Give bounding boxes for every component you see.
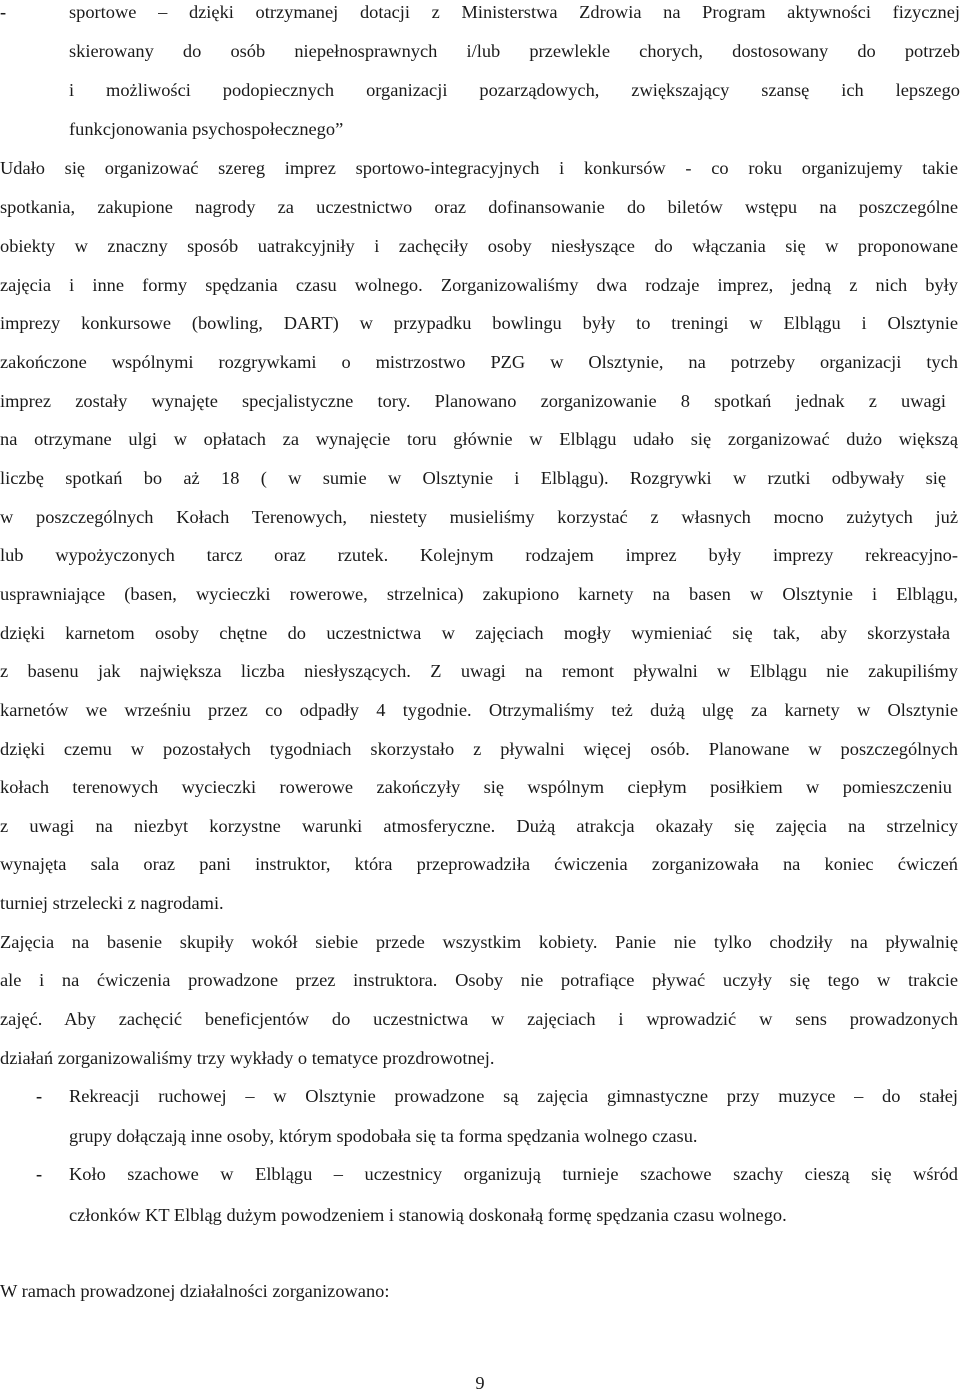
- text-line: usprawniające (basen, wycieczki rowerowe, strzelnica) zakupiono karnety na basen w Olsztynie i Elblągu,: [0, 584, 958, 604]
- text-line: z uwagi na niezbyt korzystne warunki atmosferyczne. Dużą atrakcja okazały się zajęcia na strzelnicy: [0, 816, 958, 836]
- text-line: liczbę spotkań bo aż 18 ( w sumie w Olsztynie i Elblągu). Rozgrywki w rzutki odbywały się: [0, 468, 946, 488]
- text-line: turniej strzelecki z nagrodami.: [0, 893, 224, 913]
- text-line: Zajęcia na basenie skupiły wokół siebie przede wszystkim kobiety. Panie nie tylko chodziły na pływalnię: [0, 932, 958, 952]
- text-line: lub wypożyczonych tarcz oraz rzutek. Kolejnym rodzajem imprez były imprezy rekreacyjno-: [0, 545, 958, 565]
- text-line: Udało się organizować szereg imprez sportowo-integracyjnych i konkursów - co roku organizujemy takie: [0, 158, 958, 178]
- text-line: skierowany do osób niepełnosprawnych i/lub przewlekle chorych, dostosowany do potrzeb: [69, 41, 960, 61]
- text-line: dzięki czemu w pozostałych tygodniach skorzystało z pływalni więcej osób. Planowane w poszczególnych: [0, 739, 958, 759]
- text-line: imprezy konkursowe (bowling, DART) w przypadku bowlingu były to treningi w Elblągu i Olsztynie: [0, 313, 958, 333]
- closing-sentence: W ramach prowadzonej działalności zorganizowano:: [0, 1281, 390, 1301]
- text-line: zajęcia i inne formy spędzania czasu wolnego. Zorganizowaliśmy dwa rodzaje imprez, jedną z nich były: [0, 275, 958, 295]
- text-line: zakończone wspólnymi rozgrywkami o mistrzostwo PZG w Olsztynie, na potrzeby organizacji tych: [0, 352, 958, 372]
- page-number: 9: [475, 1373, 485, 1393]
- text-line: Koło szachowe w Elblągu – uczestnicy organizują turnieje szachowe szachy cieszą się wśród: [69, 1164, 958, 1184]
- document-page: - sportowe – dzięki otrzymanej dotacji z Ministerstwa Zdrowia na Program aktywności fizycznej skierowany do osób niepełnosprawnych i/lub przewlekle chorych, dostosowany do potrzeb i możliwości podopiecznych organizacji pozarządowych, zwiększający szansę ich lepszego funkcjonowania psychospołecznego” Udało się organizować szereg imprez sportowo-integracyjnych i konkursów - co roku organizujemy takie spotkania, zakupione nagrody za uczestnictwo oraz dofinansowanie do biletów wstępu na poszczególne obiekty w znaczny sposób uatrakcyjniły i zachęciły osoby niesłyszące do włączania się w proponowane zajęcia i inne formy spędzania czasu wolnego. Zorganizowaliśmy dwa rodzaje imprez, jedną z nich były imprezy konkursowe (bowling, DART) w przypadku bowlingu były to treningi w Elblągu i Olsztynie zakończone wspólnymi rozgrywkami o mistrzostwo PZG w Olsztynie, na potrzeby organizacji tych imprez zostały wynajęte specjalistyczne tory. Planowano zorganizowanie 8 spotkań jednak z uwagi na otrzymane ulgi w opłatach za wynajęcie toru głównie w Elblągu udało się zorganizować dużo większą liczbę spotkań bo aż 18 ( w sumie w Olsztynie i Elblągu). Rozgrywki w rzutki odbywały się w poszczególnych Kołach Terenowych, niestety musieliśmy korzystać z własnych mocno zużytych już lub wypożyczonych tarcz oraz rzutek. Kolejnym rodzajem imprez były imprezy rekreacyjno- usprawniające (basen, wycieczki rowerowe, strzelnica) zakupiono karnety na basen w Olsztynie i Elblągu, dzięki karnetom osoby chętne do uczestnictwa w zajęciach mogły wymieniać się tak, aby skorzystała z basenu jak największa liczba niesłyszących. Z uwagi na remont pływalni w Elblągu nie zakupiliśmy karnetów we wrześniu przez co odpadły 4 tygodnie. Otrzymaliśmy też dużą ulgę za karnety w Olsztynie dzięki czemu w pozostałych tygodniach skorzystało z pływalni więcej osób. Planowane w poszczególnych kołach terenowych wycieczki rowerowe zakończyły się wspólnym ciepłym posiłkiem w pomieszczeniu z uwagi na niezbyt korzystne warunki atmosferyczne. Dużą atrakcja okazały się zajęcia na strzelnicy wynajęta sala oraz pani instruktor, która przeprowadziła ćwiczenia zorganizowała na koniec ćwiczeń turniej strzelecki z nagrodami. Zajęcia na basenie skupiły wokół siebie przede wszystkim kobiety. Panie nie tylko chodziły na pływalnię ale i na ćwiczenia prowadzone przez instruktora. Osoby nie potrafiące pływać uczyły się tego w trakcie zajęć. Aby zachęcić beneficjentów do uczestnictwa w zajęciach i wprowadzić w sens prowadzonych działań zorganizowaliśmy trzy wykłady o tematyce prozdrowotnej. - Rekreacji ruchowej – w Olsztynie prowadzone są zajęcia gimnastyczne przy muzyce – do stałej grupy dołączają inne osoby, którym spodobała się ta forma spędzania wolnego czasu. - Koło szachowe w Elblągu – uczestnicy organizują turnieje szachowe szachy cieszą się wśród członków KT Elbląg dużym powodzeniem i stanowią doskonałą formę spędzania czasu wolnego. W ramach prowadzonej działalności zorganizowano: 9: [0, 2, 960, 1393]
- text-line: Rekreacji ruchowej – w Olsztynie prowadzone są zajęcia gimnastyczne przy muzyce – do stałej: [69, 1086, 958, 1106]
- text-line: imprez zostały wynajęte specjalistyczne tory. Planowano zorganizowanie 8 spotkań jednak z uwagi: [0, 391, 946, 411]
- text-line: dzięki karnetom osoby chętne do uczestnictwa w zajęciach mogły wymieniać się tak, aby skorzystała: [0, 623, 950, 643]
- text-line: członków KT Elbląg dużym powodzeniem i stanowią doskonałą formę spędzania czasu wolnego.: [69, 1205, 787, 1225]
- text-line: kołach terenowych wycieczki rowerowe zakończyły się wspólnym ciepłym posiłkiem w pomieszczeniu: [0, 777, 952, 797]
- text-line: grupy dołączają inne osoby, którym spodobała się ta forma spędzania wolnego czasu.: [69, 1126, 698, 1146]
- text-line: z basenu jak największa liczba niesłyszących. Z uwagi na remont pływalni w Elblągu nie zakupiliśmy: [0, 661, 958, 681]
- text-line: funkcjonowania psychospołecznego”: [69, 119, 344, 139]
- text-line: wynajęta sala oraz pani instruktor, która przeprowadziła ćwiczenia zorganizowała na koniec ćwiczeń: [0, 854, 958, 874]
- text-line: na otrzymane ulgi w opłatach za wynajęcie toru głównie w Elblągu udało się zorganizować dużo większą: [0, 429, 958, 449]
- text-line: w poszczególnych Kołach Terenowych, niestety musieliśmy korzystać z własnych mocno zużytych już: [0, 507, 958, 527]
- text-line: działań zorganizowaliśmy trzy wykłady o tematyce prozdrowotnej.: [0, 1048, 495, 1068]
- text-line: zajęć. Aby zachęcić beneficjentów do uczestnictwa w zajęciach i wprowadzić w sens prowadzonych: [0, 1009, 958, 1029]
- text-line: spotkania, zakupione nagrody za uczestnictwo oraz dofinansowanie do biletów wstępu na poszczególne: [0, 197, 958, 217]
- text-line: karnetów we wrześniu przez co odpadły 4 tygodnie. Otrzymaliśmy też dużą ulgę za karnety w Olsztynie: [0, 700, 958, 720]
- text-line: obiekty w znaczny sposób uatrakcyjniły i zachęciły osoby niesłyszące do włączania się w proponowane: [0, 236, 958, 256]
- text-line: sportowe – dzięki otrzymanej dotacji z Ministerstwa Zdrowia na Program aktywności fizycznej: [69, 2, 960, 22]
- text-line: ale i na ćwiczenia prowadzone przez instruktora. Osoby nie potrafiące pływać uczyły się tego w trakcie: [0, 970, 958, 990]
- text-line: i możliwości podopiecznych organizacji pozarządowych, zwiększający szansę ich lepszego: [69, 80, 960, 100]
